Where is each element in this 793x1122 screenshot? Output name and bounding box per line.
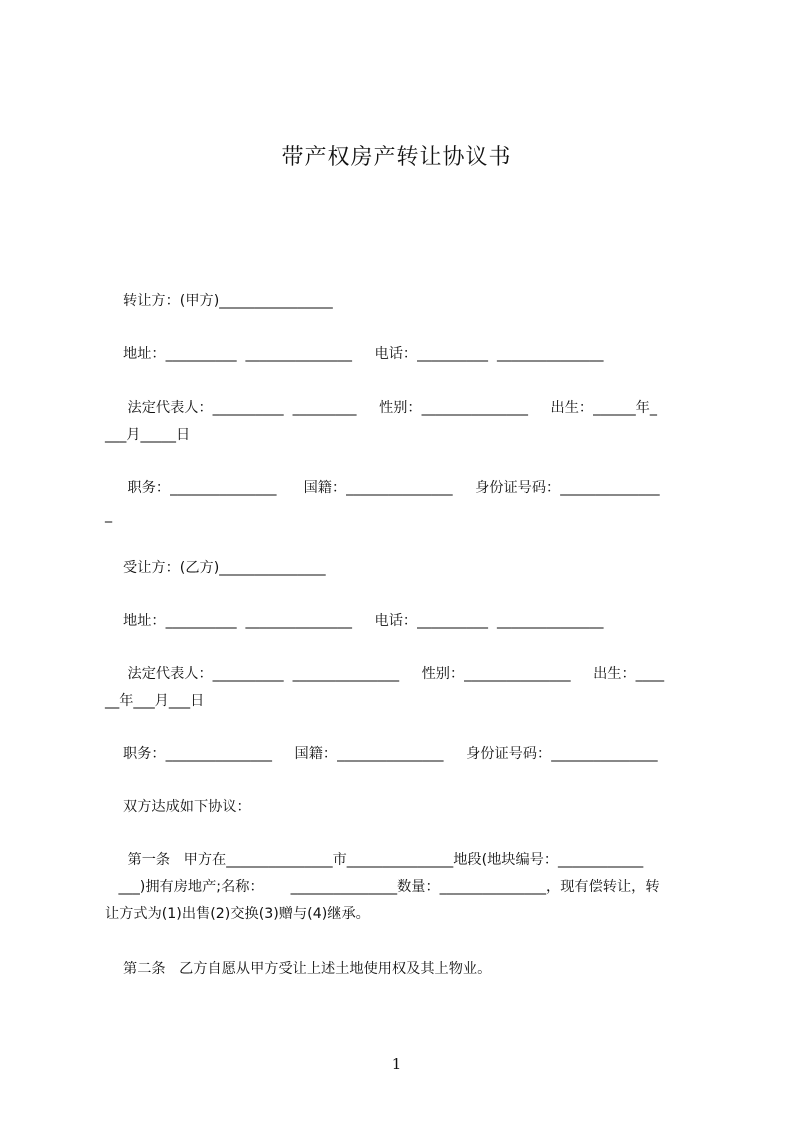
transferee-address-phone-line: 地址：__________ _______________ 电话：__________ _______________ — [105, 613, 604, 629]
agreement-intro: 双方达成如下协议： — [105, 799, 251, 815]
transferee-party-line: 受让方：(乙方)_______________ — [105, 560, 326, 576]
document-title: 带产权房产转让协议书 — [281, 145, 512, 170]
transferee-representative-line: 法定代表人：__________ _______________ 性别：_______________ 出生：____ — [105, 666, 665, 682]
article-two: 第二条 乙方自愿从甲方受让上述土地使用权及其上物业。 — [105, 961, 492, 977]
transferee-birth-continuation: __年___月___日 — [105, 693, 205, 709]
transferor-title-nationality-id-line: 职务：_______________ 国籍：_______________ 身份证号码：______________ — [105, 480, 660, 496]
transferor-address-phone-line: 地址：__________ _______________ 电话：__________ _______________ — [105, 346, 604, 362]
page-number: 1 — [391, 1055, 402, 1073]
transferor-id-continuation: _ — [105, 507, 113, 523]
article-one-line-1: 第一条 甲方在_______________市_______________地段(地块编号：____________ — [105, 852, 644, 868]
transferee-title-nationality-id-line: 职务：_______________ 国籍：_______________ 身份证号码：_______________ — [105, 746, 658, 762]
transferor-birth-continuation: ___月_____日 — [105, 427, 191, 443]
article-one-line-2: ___)拥有房地产;名称： _______________数量：_______________，现有偿转让，转 — [105, 879, 660, 895]
transferor-party-line: 转让方：(甲方)________________ — [105, 293, 333, 309]
transferor-representative-line: 法定代表人：__________ _________ 性别：_______________ 出生：______年_ — [105, 400, 657, 416]
article-one-line-3: 让方式为(1)出售(2)交换(3)赠与(4)继承。 — [105, 906, 370, 922]
